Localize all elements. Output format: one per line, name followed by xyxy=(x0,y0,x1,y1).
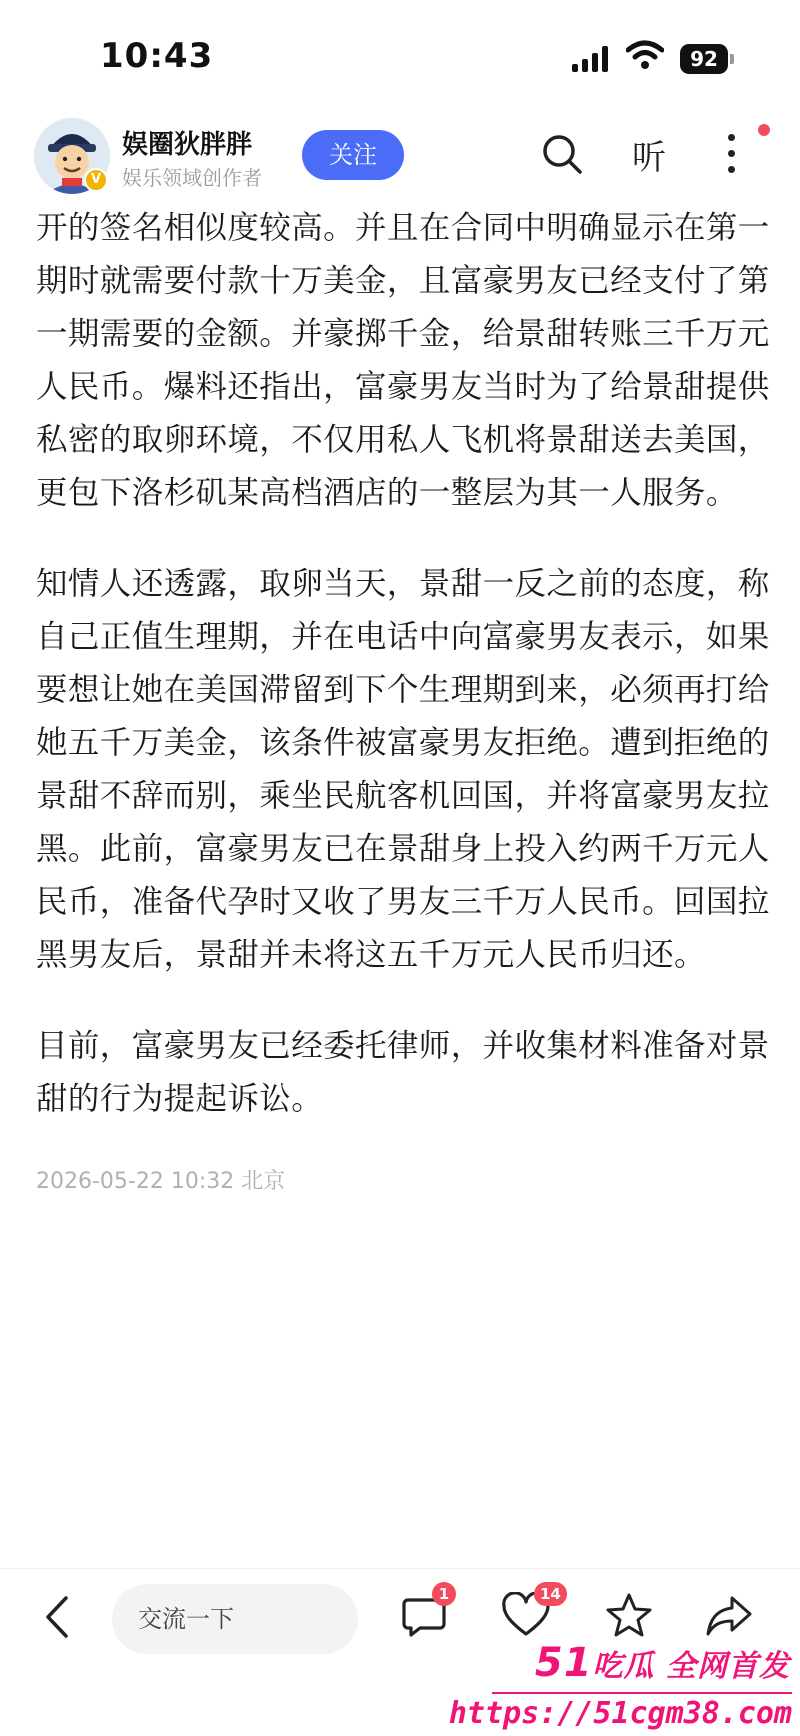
cellular-signal-icon xyxy=(572,46,612,72)
favorite-star-icon[interactable] xyxy=(604,1590,654,1640)
watermark-text: 吃瓜 全网首发 xyxy=(592,1649,790,1684)
battery-indicator: 92 xyxy=(680,44,728,74)
verified-badge-icon: V xyxy=(84,168,108,192)
wifi-icon xyxy=(626,40,664,70)
more-options-icon[interactable] xyxy=(722,130,742,178)
author-name[interactable]: 娱圈狄胖胖 xyxy=(122,130,253,160)
like-count-badge: 14 xyxy=(534,1582,567,1606)
watermark-number: 51 xyxy=(534,1640,593,1686)
article-paragraph: 开的签名相似度较高。并且在合同中明确显示在第一期时就需要付款十万美金，且富豪男友已经支付了第一期需要的金额。并豪掷千金，给景甜转账三千万元人民币。爆料还指出，富豪男友当时为了给景甜提供私密的取卵环境，不仅用私人飞机将景甜送去美国，更包下洛杉矶某高档酒店的一整层为其一人服务。 xyxy=(36,210,770,511)
bottom-divider xyxy=(0,1568,800,1569)
watermark-title xyxy=(535,1640,790,1686)
comment-input[interactable]: 交流一下 xyxy=(112,1584,358,1654)
status-bar xyxy=(0,0,800,110)
share-arrow-icon[interactable] xyxy=(704,1590,754,1640)
article-paragraph: 知情人还透露，取卵当天，景甜一反之前的态度，称自己正值生理期，并在电话中向富豪男友表示，如果要想让她在美国滞留到下个生理期到来，必须再打给她五千万美金，该条件被富豪男友拒绝。遭到拒绝的景甜不辞而别，乘坐民航客机回国，并将富豪男友拉黑。此前，富豪男友已在景甜身上投入约两千万元人民币，准备代孕时又收了男友三千万人民币。回国拉黑男友后，景甜并未将这五千万元人民币归还。 xyxy=(36,566,770,973)
back-arrow-icon[interactable] xyxy=(38,1592,78,1642)
author-subtitle: 娱乐领域创作者 xyxy=(122,166,262,190)
article-header xyxy=(0,110,800,202)
comment-count-badge: 1 xyxy=(432,1582,456,1606)
search-icon[interactable] xyxy=(540,132,584,176)
publish-meta: 2026-05-22 10:32 北京 xyxy=(36,1169,286,1194)
watermark-url: https://51cgm38.com xyxy=(448,1696,792,1731)
listen-button[interactable]: 听 xyxy=(632,138,666,178)
article-paragraph: 目前，富豪男友已经委托律师，并收集材料准备对景甜的行为提起诉讼。 xyxy=(36,1028,770,1117)
status-time: 10:43 xyxy=(100,36,214,76)
watermark-underline xyxy=(492,1692,792,1694)
article-body xyxy=(36,202,770,1195)
notification-dot xyxy=(758,124,770,136)
follow-button[interactable]: 关注 xyxy=(302,130,404,180)
site-watermark xyxy=(448,1640,800,1736)
